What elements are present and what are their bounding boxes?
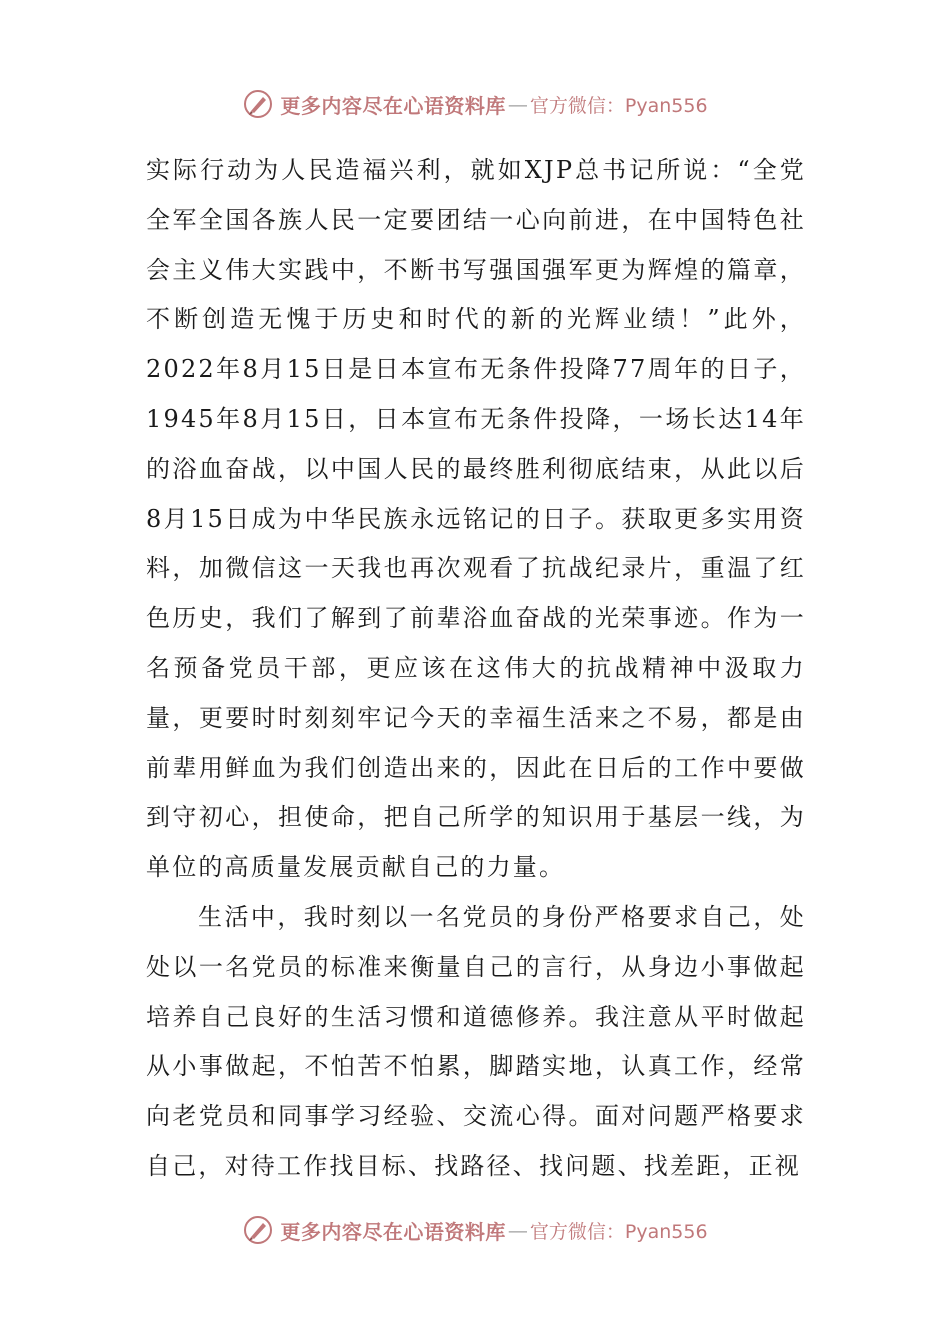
header-watermark [0, 84, 950, 124]
watermark-separator: — [507, 1218, 528, 1242]
watermark-contact: 官方微信：Pyan556 [529, 1220, 708, 1243]
pen-logo-icon [242, 88, 274, 120]
document-body [146, 146, 806, 1192]
pen-logo-icon [242, 1214, 274, 1246]
watermark-contact: 官方微信：Pyan556 [529, 94, 708, 117]
paragraph-1: 实际行动为人民造福兴利，就如XJP总书记所说：“全党全军全国各族人民一定要团结一心向前进，在中国特色社会主义伟大实践中，不断书写强国强军更为辉煌的篇章，不断创造无愧于历史和时代的新的光辉业绩！”此外，2022年8月15日是日本宣布无条件投降77周年的日子，1945年8月15日，日本宣布无条件投降，一场长达14年的浴血奋战，以中国人民的最终胜利彻底结束，从此以后8月15日成为中华民族永远铭记的日子。获取更多实用资料，加微信这一天我也再次观看了抗战纪录片，重温了红色历史，我们了解到了前辈浴血奋战的光荣事迹。作为一名预备党员干部，更应该在这伟大的抗战精神中汲取力量，更要时时刻刻牢记今天的幸福生活来之不易，都是由前辈用鲜血为我们创造出来的，因此在日后的工作中要做到守初心，担使命，把自己所学的知识用于基层一线，为单位的高质量发展贡献自己的力量。 [146, 156, 806, 882]
footer-watermark [0, 1210, 950, 1250]
watermark-separator: — [507, 92, 528, 116]
watermark-title: 更多内容尽在心语资料库 [280, 93, 506, 118]
watermark-title: 更多内容尽在心语资料库 [280, 1219, 506, 1244]
paragraph-2: 生活中，我时刻以一名党员的身份严格要求自己，处处以一名党员的标准来衡量自己的言行，从身边小事做起培养自己良好的生活习惯和道德修养。我注意从平时做起从小事做起，不怕苦不怕累，脚踏实地，认真工作，经常向老党员和同事学习经验、交流心得。面对问题严格要求自己，对待工作找目标、找路径、找问题、找差距，正视 [146, 902, 806, 1180]
